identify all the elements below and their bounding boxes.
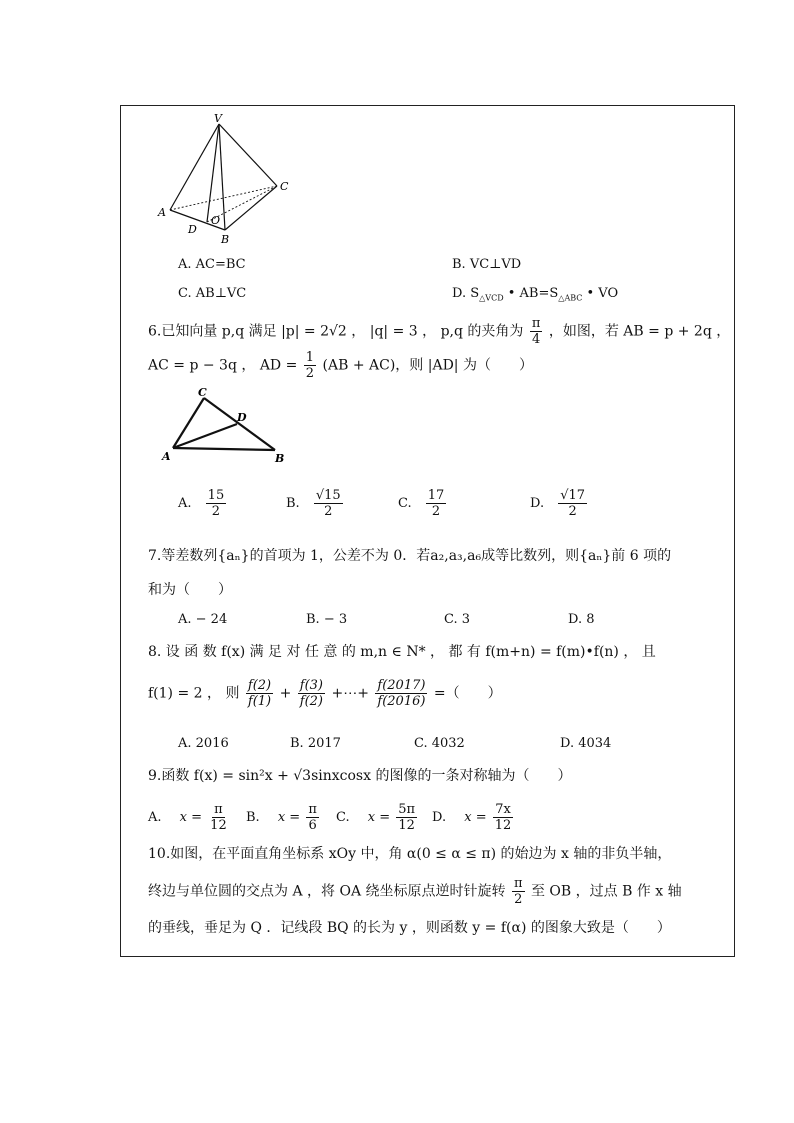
q8-fraction-den: f(2016) (377, 694, 426, 709)
pyramid-label-b: B (221, 233, 230, 246)
q6-option-fraction (314, 488, 343, 519)
q8-fraction-num: f(2) (247, 678, 272, 693)
q6-stem1b: ，如图，若 AB = p + 2q ， (548, 323, 731, 340)
q8-plus: + (279, 685, 292, 702)
q6-option-fraction (558, 488, 587, 519)
q5-option-d-suffix: • VO (582, 286, 619, 301)
q9-option-fraction (306, 802, 319, 833)
q6-stem-line1 (148, 316, 730, 347)
q9-option-fraction (396, 802, 417, 833)
q6-half-den: 2 (305, 366, 315, 381)
q6-option-letter: A. (178, 496, 192, 511)
q8-line2 (148, 678, 502, 709)
q9-line1: 9.函数 f(x) = sin²x + √3sinxcosx 的图像的一条对称轴为（ ） (148, 768, 572, 784)
q6-option-num: √17 (560, 488, 586, 503)
q8-fraction (298, 678, 325, 709)
q5-option-d-sub1: △VCD (479, 293, 504, 303)
pyramid-label-d: D (188, 223, 197, 236)
q9-option-num: π (308, 802, 317, 817)
q9-option-letter: A. (148, 810, 162, 825)
q9-option-a (148, 802, 231, 833)
q6-option-d (530, 488, 589, 519)
q6-stem-line2 (148, 350, 533, 381)
q9-option-lhs: x = (277, 810, 301, 825)
q8-eq: =（ ） (433, 685, 502, 702)
q5-option-d-prefix: D. S (452, 286, 480, 301)
q5-option-c: C. AB⊥VC (178, 286, 247, 301)
pyramid-label-o: O (211, 214, 221, 227)
q7-line2: 和为（ ） (148, 582, 232, 598)
triangle-label-d: D (237, 411, 247, 424)
q8-option-d: D. 4034 (560, 736, 612, 751)
triangle-label-b: B (275, 452, 285, 464)
q7-option-c: C. 3 (444, 612, 471, 627)
q6-option-a (178, 488, 228, 519)
q7-option-a: A. − 24 (178, 612, 228, 627)
q6-half-num: 1 (305, 350, 315, 365)
q9-option-den: 6 (308, 818, 317, 833)
q6-angle-den: 4 (531, 332, 541, 347)
q6-option-letter: C. (398, 496, 412, 511)
q9-option-num: 7x (495, 802, 511, 817)
q8-option-a: A. 2016 (178, 736, 229, 751)
triangle-figure (158, 384, 293, 464)
q5-option-d (452, 284, 618, 309)
q9-option-num: 5π (398, 802, 416, 817)
q9-option-den: 12 (494, 818, 512, 833)
q10-angle-num: π (513, 876, 523, 891)
q9-option-num: π (214, 802, 223, 817)
q6-half-fraction (304, 350, 316, 381)
q6-option-num: 17 (427, 488, 445, 503)
q5-option-d-mid: • AB=S (503, 286, 559, 301)
pyramid-label-v: V (214, 112, 222, 125)
q8-option-c: C. 4032 (414, 736, 465, 751)
q9-option-letter: C. (336, 810, 350, 825)
q6-line2-b: (AB + AC)，则 |AD| 为（ ） (322, 357, 533, 374)
q9-option-den: 12 (210, 818, 227, 833)
q10-line2-b: 至 OB ，过点 B 作 x 轴 (530, 883, 682, 900)
q6-option-letter: B. (286, 496, 300, 511)
q5-option-b: B. VC⊥VD (452, 257, 522, 272)
q9-option-fraction (493, 802, 514, 833)
q10-line3: 的垂线，垂足为 Q ．记线段 BQ 的长为 y ，则函数 y = f(α) 的图象大致是（ ） (148, 920, 671, 936)
triangle-label-a: A (162, 450, 171, 463)
q8-dots: +⋯+ (331, 685, 369, 702)
q6-option-fraction (206, 488, 227, 519)
q5-option-d-sub2: △ABC (558, 293, 583, 303)
q10-line2 (148, 876, 682, 907)
q7-line1: 7.等差数列{aₙ}的首项为 1，公差不为 0．若a₂,a₃,a₆成等比数列，则{aₙ}前 6 项的 (148, 548, 672, 564)
q9-option-d (432, 802, 515, 833)
q8-fraction-den: f(2) (299, 694, 324, 709)
q9-option-lhs: x = (464, 810, 487, 825)
q6-angle-num: π (531, 316, 541, 331)
q7-option-b: B. − 3 (306, 612, 348, 627)
q6-option-b (286, 488, 345, 519)
q5-option-a: A. AC=BC (178, 257, 246, 272)
q8-fraction-num: f(3) (299, 678, 324, 693)
q8-fraction-num: f(2017) (377, 678, 426, 693)
q9-option-lhs: x = (179, 810, 203, 825)
q9-option-den: 12 (398, 818, 415, 833)
pyramid-label-c: C (280, 180, 289, 193)
q10-line2-a: 终边与单位圆的交点为 A ，将 OA 绕坐标原点逆时针旋转 (148, 883, 506, 900)
q8-line2-a: f(1) = 2 ， 则 (148, 685, 240, 702)
q6-option-den: 2 (568, 504, 577, 519)
q6-option-fraction (426, 488, 447, 519)
q6-option-c (398, 488, 448, 519)
q6-angle-fraction (530, 316, 543, 347)
q6-option-den: 2 (211, 504, 221, 519)
q9-option-fraction (208, 802, 229, 833)
q6-option-num: 15 (207, 488, 225, 503)
pyramid-figure (150, 112, 300, 247)
q9-option-c (336, 802, 419, 833)
q8-option-b: B. 2017 (290, 736, 341, 751)
q8-fraction (375, 678, 427, 709)
q10-line1: 10.如图，在平面直角坐标系 xOy 中，角 α(0 ≤ α ≤ π) 的始边为 x 轴的非负半轴， (148, 846, 672, 862)
q10-angle-fraction (512, 876, 525, 907)
q9-option-letter: B. (246, 810, 260, 825)
q9-option-letter: D. (432, 810, 447, 825)
triangle-label-c: C (198, 386, 207, 399)
q6-line2-a: AC = p − 3q ， AD = (148, 357, 298, 374)
q8-fraction-den: f(1) (247, 694, 272, 709)
q6-option-den: 2 (431, 504, 441, 519)
q7-option-d: D. 8 (568, 612, 595, 627)
q6-option-num: √15 (315, 488, 341, 503)
q9-option-b (246, 802, 321, 833)
q8-fraction (246, 678, 273, 709)
q6-option-letter: D. (530, 496, 545, 511)
q10-angle-den: 2 (514, 892, 523, 907)
q6-option-den: 2 (324, 504, 333, 519)
q9-option-lhs: x = (367, 810, 391, 825)
pyramid-label-a: A (158, 206, 166, 219)
q6-stem1: 6.已知向量 p,q 满足 |p| = 2√2 ， |q| = 3 ， p,q 的夹角为 (148, 323, 524, 340)
q8-line1: 8. 设 函 数 f(x) 满 足 对 任 意 的 m,n ∈ N* ， 都 有 f(m+n) = f(m)•f(n) ， 且 (148, 644, 656, 660)
